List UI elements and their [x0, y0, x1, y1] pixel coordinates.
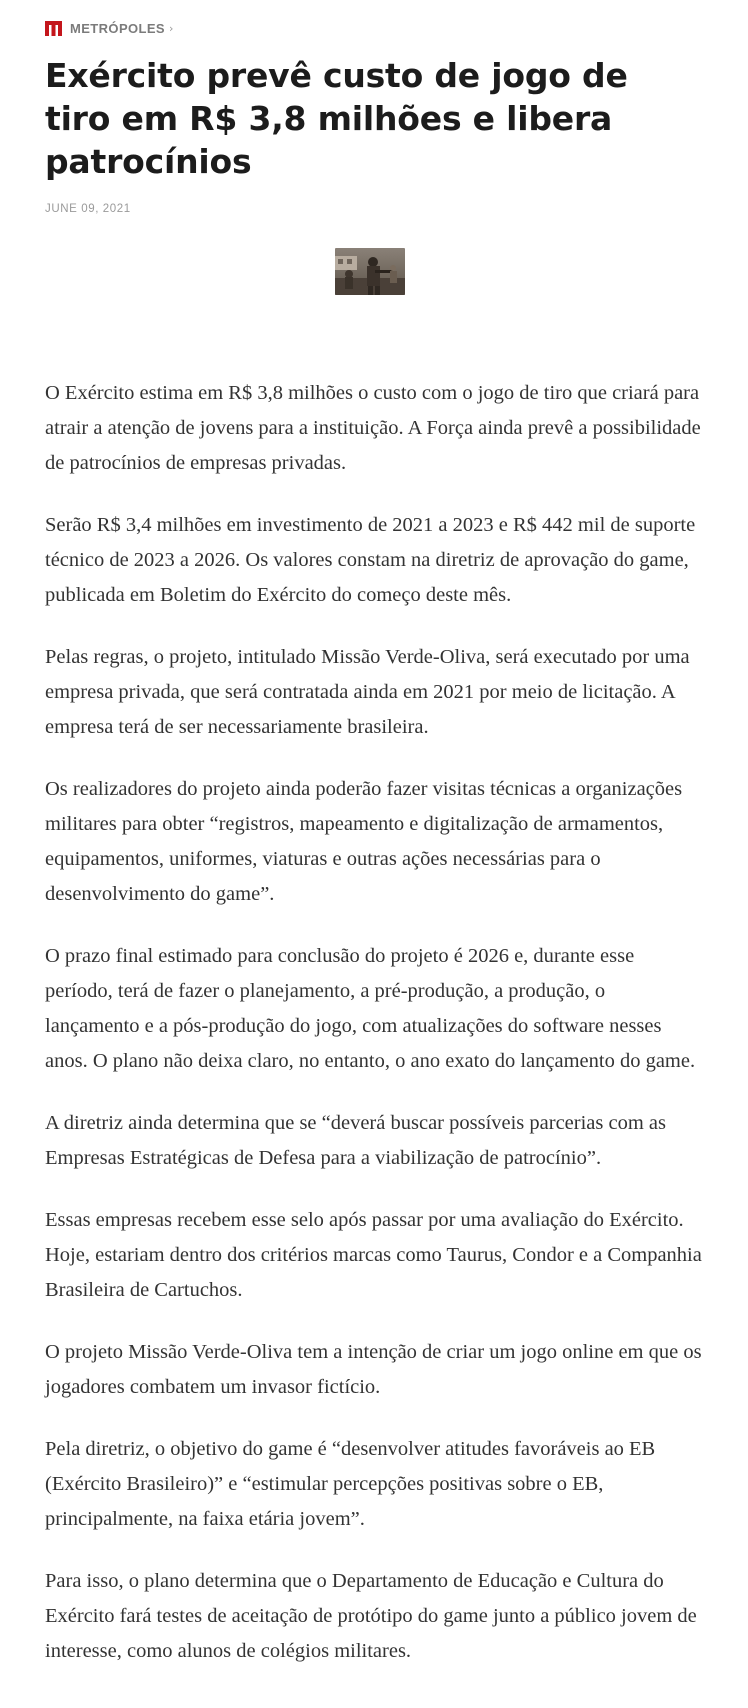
article-paragraph: Para isso, o plano determina que o Departamento de Educação e Cultura do Exército fará testes de aceitação de protótipo do game junto a público jovem de interesse, como alunos de colégios militares. [45, 1570, 697, 1662]
article-date: JUNE 09, 2021 [45, 203, 131, 215]
article-image[interactable] [335, 248, 405, 295]
metropoles-logo-icon [45, 20, 62, 37]
article-headline: Exército prevê custo de jogo de tiro em R$ 3,8 milhões e libera patrocínios [45, 56, 628, 181]
article-paragraph: Pela diretriz, o objetivo do game é “desenvolver atitudes favoráveis ao EB (Exército Brasileiro)” e “estimular percepções positivas sobre o EB, principalmente, na faixa etária jovem”. [45, 1438, 656, 1530]
article-paragraph: O projeto Missão Verde-Oliva tem a intenção de criar um jogo online em que os jogadores combatem um invasor fictício. [45, 1341, 702, 1398]
article-paragraph: O prazo final estimado para conclusão do projeto é 2026 e, durante esse período, terá de fazer o planejamento, a pré-produção, a produção, o lançamento e a pós-produção do jogo, com atualizações do software nesses anos. O plano não deixa claro, no entanto, o ano exato do lançamento do game. [45, 945, 696, 1072]
article-paragraph: Essas empresas recebem esse selo após passar por uma avaliação do Exército. Hoje, estariam dentro dos critérios marcas como Taurus, Condor e a Companhia Brasileira de Cartuchos. [45, 1209, 702, 1301]
article-paragraph: A diretriz ainda determina que se “deverá buscar possíveis parcerias com as Empresas Estratégicas de Defesa para a viabilização de patrocínio”. [45, 1112, 667, 1169]
publisher-name[interactable]: METRÓPOLES [70, 20, 166, 36]
publisher-link[interactable] [45, 18, 173, 38]
soldiers-image-icon [335, 248, 405, 295]
article-paragraph: Pelas regras, o projeto, intitulado Missão Verde-Oliva, será executado por uma empresa privada, que será contratada ainda em 2021 por meio de licitação. A empresa terá de ser necessariamente brasileira. [45, 646, 690, 738]
article-paragraph: Os realizadores do projeto ainda poderão fazer visitas técnicas a organizações militares para obter “registros, mapeamento e digitalização de armamentos, equipamentos, uniformes, viaturas e outras ações necessárias para o desenvolvimento do game”. [45, 778, 683, 905]
chevron-right-icon: › [169, 21, 174, 35]
article-paragraph: O Exército estima em R$ 3,8 milhões o custo com o jogo de tiro que criará para atrair a atenção de jovens para a instituição. A Força ainda prevê a possibilidade de patrocínios de empresas privadas. [45, 382, 701, 474]
article-body [45, 376, 703, 1696]
article-paragraph: Serão R$ 3,4 milhões em investimento de 2021 a 2023 e R$ 442 mil de suporte técnico de 2023 a 2026. Os valores constam na diretriz de aprovação do game, publicada em Boletim do Exército do começo deste mês. [45, 514, 696, 606]
